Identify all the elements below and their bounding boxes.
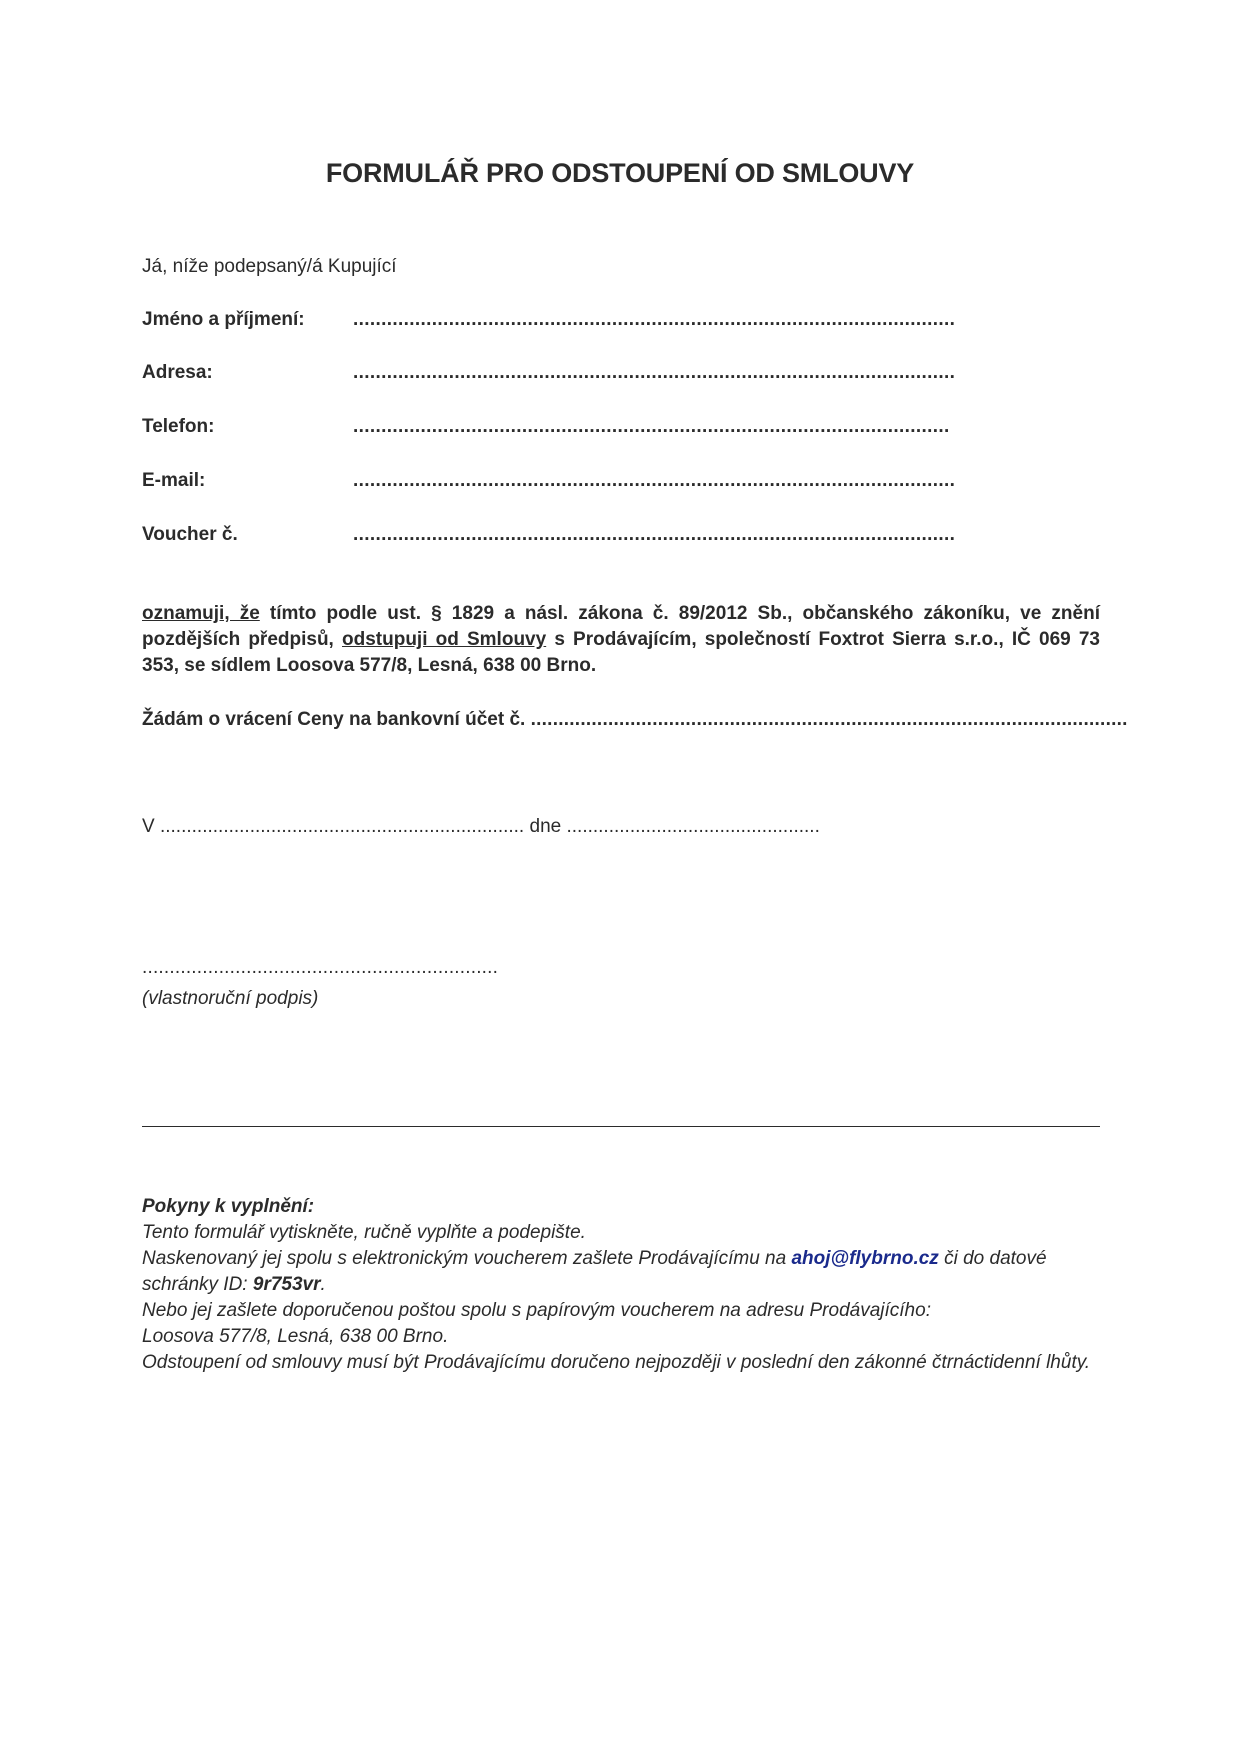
seller-email-link[interactable]: ahoj@flybrno.cz bbox=[791, 1248, 939, 1269]
instructions-line-2c: . bbox=[320, 1274, 326, 1295]
field-label-voucher: Voucher č. bbox=[142, 524, 238, 545]
field-label-email: E-mail: bbox=[142, 470, 206, 491]
instructions-line-3: Nebo jej zašlete doporučenou poštou spolu s papírovým voucherem na adresu Prodávajícího: bbox=[142, 1300, 931, 1321]
declaration-withdraw: odstupuji od Smlouvy bbox=[342, 629, 547, 650]
declaration-text-1: tímto podle ust. § 1829 a násl. zákona č. 89/2012 Sb., občanského zákoníku, ve znění pozdějších předpisů, bbox=[142, 603, 1100, 650]
field-row-address bbox=[142, 362, 1102, 388]
signature-dots: ................................................................. bbox=[142, 957, 499, 978]
field-dots-voucher: ........................................................................................................... bbox=[353, 524, 956, 545]
instructions-line-5: Odstoupení od smlouvy musí být Prodávajícímu doručeno nejpozději v poslední den zákonné čtrnáctidenní lhůty. bbox=[142, 1352, 1091, 1373]
field-row-phone bbox=[142, 416, 1102, 442]
refund-account-dots: ............................................................................................................ bbox=[530, 709, 1128, 730]
field-dots-email: ........................................................................................................... bbox=[353, 470, 956, 491]
field-row-voucher bbox=[142, 524, 1102, 550]
field-row-email bbox=[142, 470, 1102, 496]
declaration-text-2: s Prodávajícím, společností Foxtrot Sierra s.r.o., IČ 069 73 353, se sídlem Loosova 577/8, Lesná, 638 00 Brno. bbox=[142, 629, 1101, 676]
refund-text: Žádám o vrácení Ceny na bankovní účet č. bbox=[142, 709, 531, 730]
instructions-line-2b: či do datové schránky ID: bbox=[142, 1248, 1047, 1295]
intro-text: Já, níže podepsaný/á Kupující bbox=[142, 256, 397, 277]
place-prefix: V bbox=[142, 816, 155, 837]
field-dots-phone: .......................................................................................................... bbox=[353, 416, 950, 437]
date-dots: ................................................ bbox=[566, 816, 820, 837]
instructions-line-2 bbox=[142, 1246, 1102, 1298]
instructions-heading: Pokyny k vyplnění: bbox=[142, 1196, 315, 1217]
date-prefix: dne bbox=[529, 816, 562, 837]
instructions-block bbox=[142, 1194, 1102, 1376]
instructions-line-4: Loosova 577/8, Lesná, 638 00 Brno. bbox=[142, 1326, 449, 1347]
place-dots: ..................................................................... bbox=[159, 816, 525, 837]
field-label-address: Adresa: bbox=[142, 362, 213, 383]
section-divider bbox=[142, 1126, 1100, 1127]
field-dots-name: ........................................................................................................... bbox=[353, 309, 956, 330]
declaration-notify: oznamuji, že bbox=[142, 603, 260, 624]
place-date-line bbox=[142, 816, 820, 838]
databox-id: 9r753vr bbox=[252, 1274, 321, 1295]
field-label-phone: Telefon: bbox=[142, 416, 215, 437]
instructions-line-2a: Naskenovaný jej spolu s elektronickým voucherem zašlete Prodávajícímu na bbox=[142, 1248, 792, 1269]
instructions-line-1: Tento formulář vytiskněte, ručně vyplňte a podepište. bbox=[142, 1222, 586, 1243]
field-dots-address: ........................................................................................................... bbox=[353, 362, 956, 383]
withdrawal-declaration bbox=[142, 601, 1100, 679]
field-label-name: Jméno a příjmení: bbox=[142, 309, 305, 330]
field-row-name bbox=[142, 309, 1102, 335]
page-title: FORMULÁŘ PRO ODSTOUPENÍ OD SMLOUVY bbox=[325, 158, 915, 188]
signature-label: (vlastnoruční podpis) bbox=[142, 988, 319, 1009]
refund-request bbox=[142, 709, 1128, 731]
